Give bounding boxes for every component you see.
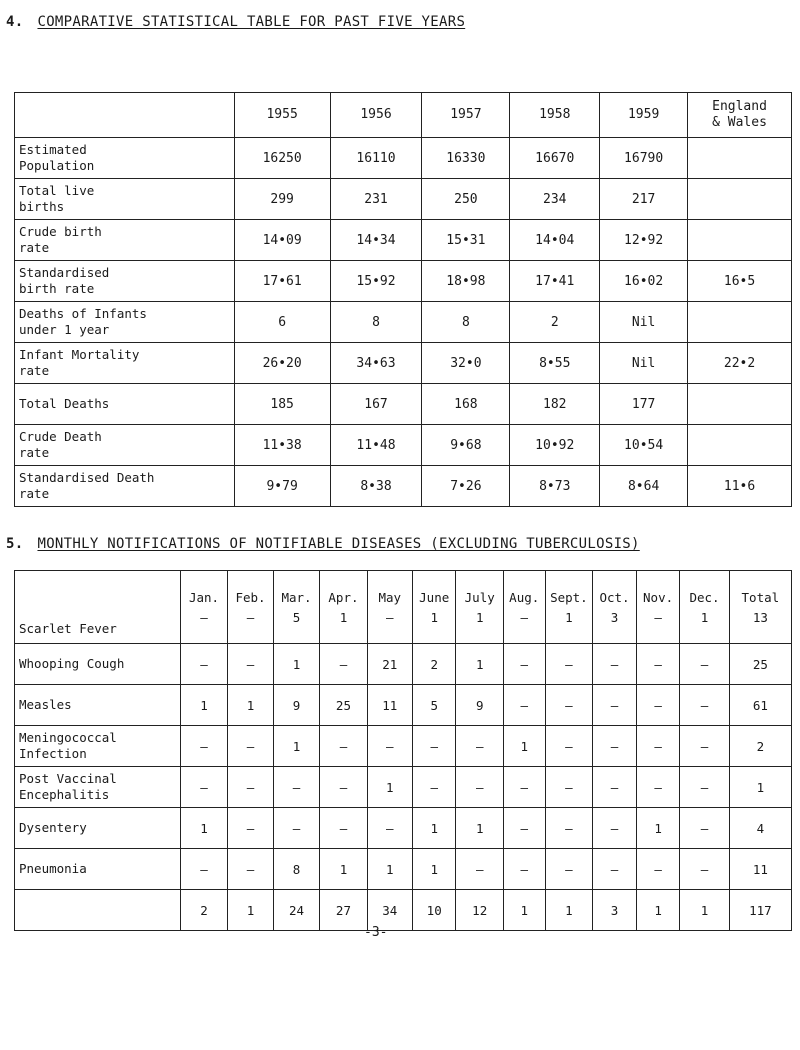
table-cell: 16•02	[600, 261, 688, 302]
scarlet-fever-count: 1	[430, 610, 438, 625]
notification-cell: –	[680, 726, 729, 767]
notification-cell: –	[636, 767, 680, 808]
disease-row	[15, 767, 792, 808]
notification-cell: –	[367, 808, 412, 849]
table-cell: 234	[510, 179, 600, 220]
section-5-heading	[6, 536, 640, 552]
month-column-header	[412, 571, 456, 644]
month-column-header	[680, 571, 729, 644]
table-cell: 182	[510, 384, 600, 425]
table-cell: 8•38	[330, 466, 422, 507]
disease-row	[15, 685, 792, 726]
row-label: Total live births	[15, 179, 235, 220]
row-label: Infant Mortality rate	[15, 343, 235, 384]
month-column-header	[636, 571, 680, 644]
notification-cell: –	[273, 808, 319, 849]
notification-cell: 2	[729, 726, 791, 767]
monthly-notifications-table	[14, 570, 792, 931]
table-cell: 16250	[234, 138, 330, 179]
table-cell: 185	[234, 384, 330, 425]
notification-cell: –	[503, 644, 545, 685]
table-cell	[688, 220, 792, 261]
year-column-header: 1957	[422, 93, 510, 138]
notification-cell: –	[545, 726, 593, 767]
table-cell: 8•73	[510, 466, 600, 507]
notification-cell: –	[636, 685, 680, 726]
notification-cell: 1	[228, 685, 274, 726]
table-cell: 11•6	[688, 466, 792, 507]
month-label: July	[464, 590, 495, 605]
table-row	[15, 138, 792, 179]
scarlet-fever-count: 13	[752, 610, 768, 625]
notification-cell: 1	[412, 808, 456, 849]
notification-cell: –	[593, 726, 637, 767]
notification-cell: 34	[367, 890, 412, 931]
notification-cell: –	[320, 767, 367, 808]
year-column-header: 1958	[510, 93, 600, 138]
scarlet-fever-count: 5	[292, 610, 301, 625]
notification-cell: 1	[456, 644, 503, 685]
row-label: Crude Death rate	[15, 425, 235, 466]
month-label: Feb.	[235, 590, 266, 605]
scarlet-fever-count: 1	[339, 610, 348, 625]
table-header-row	[15, 93, 792, 138]
scarlet-fever-count: –	[654, 610, 662, 625]
notification-cell: –	[228, 644, 274, 685]
table-cell: 8•64	[600, 466, 688, 507]
table-cell: 299	[234, 179, 330, 220]
section-4-number: 4.	[6, 14, 24, 30]
table-row	[15, 179, 792, 220]
totals-row	[15, 890, 792, 931]
row-label: Standardised birth rate	[15, 261, 235, 302]
notification-cell: 1	[503, 726, 545, 767]
table-cell: 26•20	[234, 343, 330, 384]
notification-cell: 1	[180, 808, 227, 849]
notification-cell: 1	[636, 890, 680, 931]
table-cell: 15•92	[330, 261, 422, 302]
notification-cell: –	[680, 685, 729, 726]
section-4-heading	[6, 14, 465, 30]
table-cell: 16670	[510, 138, 600, 179]
scarlet-fever-count: –	[246, 610, 255, 625]
disease-label	[15, 890, 181, 931]
notification-cell: 117	[729, 890, 791, 931]
notification-cell: –	[545, 808, 593, 849]
month-label: Dec.	[689, 590, 720, 605]
table-cell: 217	[600, 179, 688, 220]
table-row	[15, 425, 792, 466]
table-cell: 16330	[422, 138, 510, 179]
table-cell: 18•98	[422, 261, 510, 302]
table-cell	[688, 138, 792, 179]
notification-cell: –	[503, 849, 545, 890]
scarlet-fever-count: –	[386, 610, 394, 625]
month-column-header	[456, 571, 503, 644]
notification-cell: –	[228, 767, 274, 808]
disease-label: Measles	[15, 685, 181, 726]
table-cell: 11•38	[234, 425, 330, 466]
notification-cell: –	[180, 849, 227, 890]
table-cell: 11•48	[330, 425, 422, 466]
notification-cell: 3	[593, 890, 637, 931]
notification-cell: 27	[320, 890, 367, 931]
month-column-header	[228, 571, 274, 644]
disease-label: Post Vaccinal Encephalitis	[15, 767, 181, 808]
notification-cell: –	[456, 726, 503, 767]
notification-cell: –	[456, 849, 503, 890]
table-cell: 17•41	[510, 261, 600, 302]
table-cell: 250	[422, 179, 510, 220]
notification-cell: –	[412, 767, 456, 808]
table-cell: 34•63	[330, 343, 422, 384]
disease-row	[15, 808, 792, 849]
notification-cell: –	[320, 808, 367, 849]
table-cell: 9•79	[234, 466, 330, 507]
table-cell: 16110	[330, 138, 422, 179]
notification-cell: 12	[456, 890, 503, 931]
scarlet-fever-count: –	[200, 610, 208, 625]
notification-cell: 9	[273, 685, 319, 726]
month-column-header	[503, 571, 545, 644]
notification-cell: 21	[367, 644, 412, 685]
table-cell	[688, 302, 792, 343]
notification-cell: –	[593, 849, 637, 890]
table-cell: 16790	[600, 138, 688, 179]
notification-cell: 1	[273, 644, 319, 685]
table-cell: 7•26	[422, 466, 510, 507]
section-5-title: MONTHLY NOTIFICATIONS OF NOTIFIABLE DISEASES (EXCLUDING TUBERCULOSIS)	[37, 536, 640, 552]
notification-cell: –	[320, 726, 367, 767]
notification-cell: 1	[273, 726, 319, 767]
notification-cell: –	[680, 767, 729, 808]
year-column-header: England & Wales	[688, 93, 792, 138]
table-cell: 17•61	[234, 261, 330, 302]
month-label: Jan.	[188, 590, 220, 605]
month-label: June	[419, 590, 450, 605]
notification-cell: 1	[545, 890, 593, 931]
notification-cell: 1	[456, 808, 503, 849]
month-column-header	[545, 571, 593, 644]
month-label: Apr.	[328, 590, 359, 605]
table-cell: 14•04	[510, 220, 600, 261]
table-cell: 231	[330, 179, 422, 220]
notifications-header-row	[15, 571, 792, 644]
notification-cell: –	[503, 767, 545, 808]
notification-cell: –	[593, 644, 637, 685]
notification-cell: –	[412, 726, 456, 767]
notification-cell: 24	[273, 890, 319, 931]
notification-cell: 2	[412, 644, 456, 685]
row-label: Total Deaths	[15, 384, 235, 425]
notification-cell: 1	[180, 685, 227, 726]
disease-row	[15, 849, 792, 890]
table-row	[15, 466, 792, 507]
notification-cell: 25	[320, 685, 367, 726]
notification-cell: –	[545, 644, 593, 685]
table-cell: 9•68	[422, 425, 510, 466]
notification-cell: 9	[456, 685, 503, 726]
month-label: Aug.	[509, 590, 540, 605]
notification-cell: 1	[367, 849, 412, 890]
month-column-header	[367, 571, 412, 644]
notification-cell: 2	[180, 890, 227, 931]
scarlet-fever-count: 1	[565, 610, 573, 625]
notification-cell: –	[228, 849, 274, 890]
disease-row	[15, 726, 792, 767]
section-5-number: 5.	[6, 536, 24, 552]
notification-cell: –	[503, 808, 545, 849]
notification-cell: –	[636, 726, 680, 767]
scarlet-fever-count: 3	[610, 610, 619, 625]
year-column-header: 1955	[234, 93, 330, 138]
row-label: Crude birth rate	[15, 220, 235, 261]
notification-cell: 1	[367, 767, 412, 808]
section-4-title: COMPARATIVE STATISTICAL TABLE FOR PAST FIVE YEARS	[37, 14, 466, 30]
table-cell: 168	[422, 384, 510, 425]
table-cell: 22•2	[688, 343, 792, 384]
table-cell: 10•92	[510, 425, 600, 466]
month-label: Oct.	[599, 590, 630, 605]
table-row	[15, 384, 792, 425]
notification-cell: 25	[729, 644, 791, 685]
notification-cell: –	[180, 726, 227, 767]
notification-cell: 10	[412, 890, 456, 931]
table-cell: Nil	[600, 302, 688, 343]
notification-cell: 5	[412, 685, 456, 726]
notification-cell: 8	[273, 849, 319, 890]
table-cell: 14•34	[330, 220, 422, 261]
scarlet-fever-count: 1	[700, 610, 709, 625]
disease-label-scarlet-fever: Scarlet Fever	[15, 571, 181, 644]
month-column-header	[320, 571, 367, 644]
page-number: -3-	[364, 925, 388, 940]
month-column-header	[273, 571, 319, 644]
comparative-statistics-table	[14, 92, 792, 507]
notification-cell: –	[545, 849, 593, 890]
notification-cell: 1	[412, 849, 456, 890]
notification-cell: –	[273, 767, 319, 808]
notification-cell: 11	[729, 849, 791, 890]
year-column-header: 1959	[600, 93, 688, 138]
notification-cell: –	[180, 767, 227, 808]
notification-cell: 1	[228, 890, 274, 931]
row-label: Deaths of Infants under 1 year	[15, 302, 235, 343]
table-cell: 177	[600, 384, 688, 425]
month-column-header	[593, 571, 637, 644]
table-cell: 16•5	[688, 261, 792, 302]
notification-cell: 1	[636, 808, 680, 849]
notification-cell: –	[545, 767, 593, 808]
notification-cell: –	[228, 808, 274, 849]
table-cell: 8	[330, 302, 422, 343]
notification-cell: –	[320, 644, 367, 685]
notification-cell: 1	[503, 890, 545, 931]
notification-cell: –	[593, 808, 637, 849]
notification-cell: 1	[320, 849, 367, 890]
table-cell: 12•92	[600, 220, 688, 261]
table-cell	[688, 179, 792, 220]
row-label: Estimated Population	[15, 138, 235, 179]
notification-cell: –	[636, 644, 680, 685]
month-label: Mar.	[281, 590, 312, 605]
disease-label: Meningococcal Infection	[15, 726, 181, 767]
disease-label: Whooping Cough	[15, 644, 181, 685]
table-cell	[688, 425, 792, 466]
table-row	[15, 261, 792, 302]
notification-cell: –	[680, 808, 729, 849]
notification-cell: –	[180, 644, 227, 685]
notification-cell: –	[456, 767, 503, 808]
row-label: Standardised Death rate	[15, 466, 235, 507]
month-column-header	[180, 571, 227, 644]
table-row	[15, 302, 792, 343]
table-cell: 32•0	[422, 343, 510, 384]
notification-cell: –	[680, 644, 729, 685]
table-row	[15, 343, 792, 384]
disease-row	[15, 644, 792, 685]
table-cell	[688, 384, 792, 425]
table-cell: 15•31	[422, 220, 510, 261]
disease-label: Dysentery	[15, 808, 181, 849]
notification-cell: –	[636, 849, 680, 890]
notification-cell: 1	[729, 767, 791, 808]
scarlet-fever-count: –	[520, 610, 528, 625]
table-cell: 10•54	[600, 425, 688, 466]
table-cell: 6	[234, 302, 330, 343]
notification-cell: –	[593, 767, 637, 808]
month-label: May	[378, 590, 402, 605]
notification-cell: –	[680, 849, 729, 890]
table-row	[15, 220, 792, 261]
month-column-header	[729, 571, 791, 644]
month-label: Sept.	[550, 590, 588, 605]
table-cell: 2	[510, 302, 600, 343]
table-cell: 167	[330, 384, 422, 425]
notification-cell: –	[545, 685, 593, 726]
notification-cell: 1	[680, 890, 729, 931]
corner-cell	[15, 93, 235, 138]
notification-cell: 11	[367, 685, 412, 726]
disease-label: Pneumonia	[15, 849, 181, 890]
month-label: Total	[741, 590, 780, 605]
table-cell: 14•09	[234, 220, 330, 261]
notification-cell: 61	[729, 685, 791, 726]
notification-cell: –	[593, 685, 637, 726]
notification-cell: –	[367, 726, 412, 767]
table-cell: Nil	[600, 343, 688, 384]
notification-cell: –	[228, 726, 274, 767]
month-label: Nov.	[643, 590, 674, 605]
table-cell: 8	[422, 302, 510, 343]
notification-cell: 4	[729, 808, 791, 849]
year-column-header: 1956	[330, 93, 422, 138]
scarlet-fever-count: 1	[475, 610, 484, 625]
notification-cell: –	[503, 685, 545, 726]
table-cell: 8•55	[510, 343, 600, 384]
